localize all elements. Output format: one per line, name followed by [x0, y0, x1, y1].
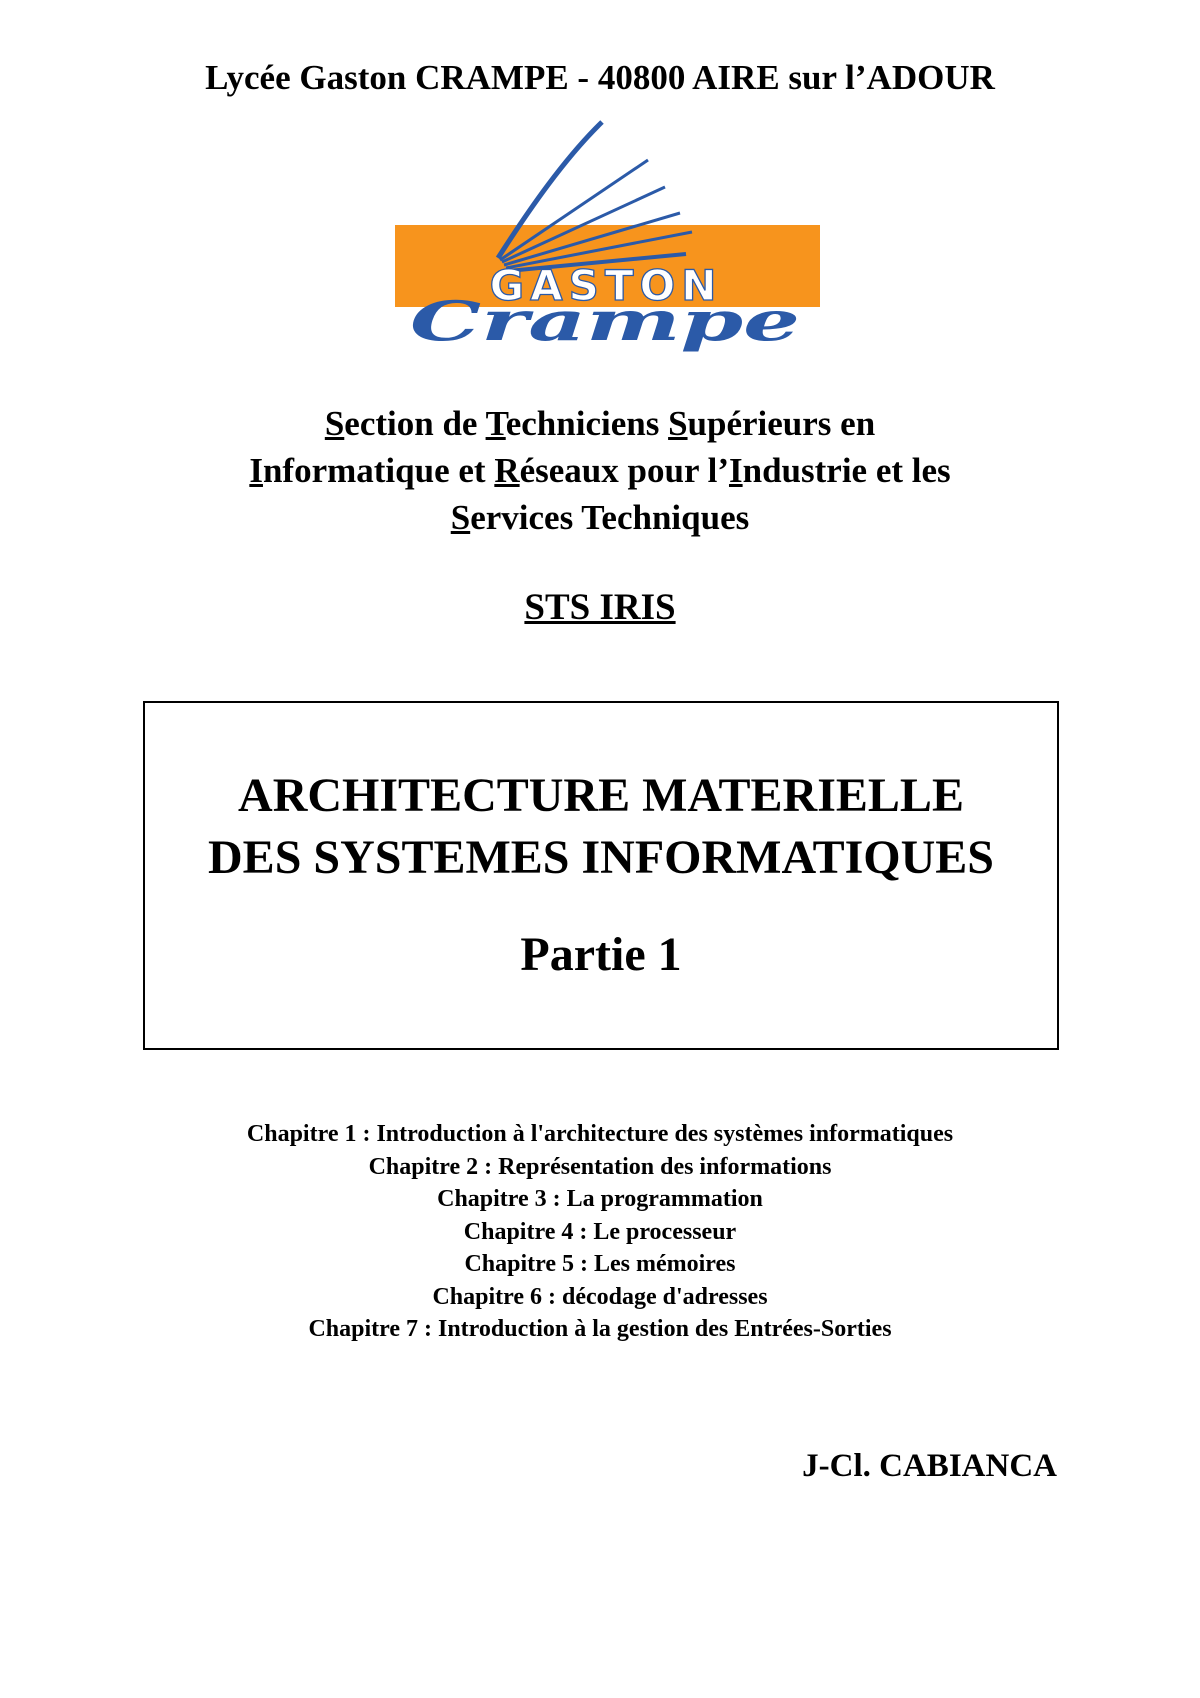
word-informatique: Informatique et: [249, 451, 495, 490]
chapter-item: Chapitre 3 : La programmation: [437, 1186, 763, 1212]
section-title-line-3: [0, 494, 1200, 541]
chapter-item: Chapitre 7 : Introduction à la gestion des Entrées-Sorties: [308, 1316, 892, 1342]
word-techniciens: Techniciens: [485, 404, 669, 443]
word-services: Services Techniques: [450, 498, 750, 537]
section-title-line-2: [0, 447, 1200, 494]
word-superieurs: Supérieurs en: [668, 404, 876, 443]
course-title: [145, 765, 1057, 889]
course-title-line-2: DES SYSTEMES INFORMATIQUES: [208, 831, 994, 884]
chapter-item: Chapitre 6 : décodage d'adresses: [432, 1283, 768, 1310]
school-header: Lycée Gaston CRAMPE - 40800 AIRE sur l’ADOUR: [205, 58, 995, 97]
chapter-item: Chapitre 4 : Le processeur: [463, 1218, 737, 1245]
chapter-item: Chapitre 1 : Introduction à l'architecture des systèmes informatiques: [246, 1121, 954, 1147]
logo-word: GASTON: [489, 261, 723, 310]
word-section: Section de: [324, 404, 486, 443]
section-title-line-1: [0, 400, 1200, 447]
logo-script: Crampe: [410, 289, 800, 353]
gaston-crampe-logo: [390, 118, 830, 358]
chapter-item: Chapitre 5 : Les mémoires: [464, 1251, 736, 1277]
program-code: STS IRIS: [524, 587, 676, 628]
word-reseaux: Réseaux pour l’: [494, 451, 729, 490]
course-title-box: [143, 701, 1059, 1050]
chapter-list: [0, 1118, 1200, 1346]
word-industrie: Industrie et les: [728, 451, 951, 490]
course-title-line-1: ARCHITECTURE MATERIELLE: [238, 769, 964, 822]
chapter-item: Chapitre 2 : Représentation des informations: [368, 1153, 832, 1180]
course-part: Partie 1: [520, 928, 682, 981]
author-name: J-Cl. CABIANCA: [802, 1448, 1057, 1484]
section-title: [0, 400, 1200, 541]
